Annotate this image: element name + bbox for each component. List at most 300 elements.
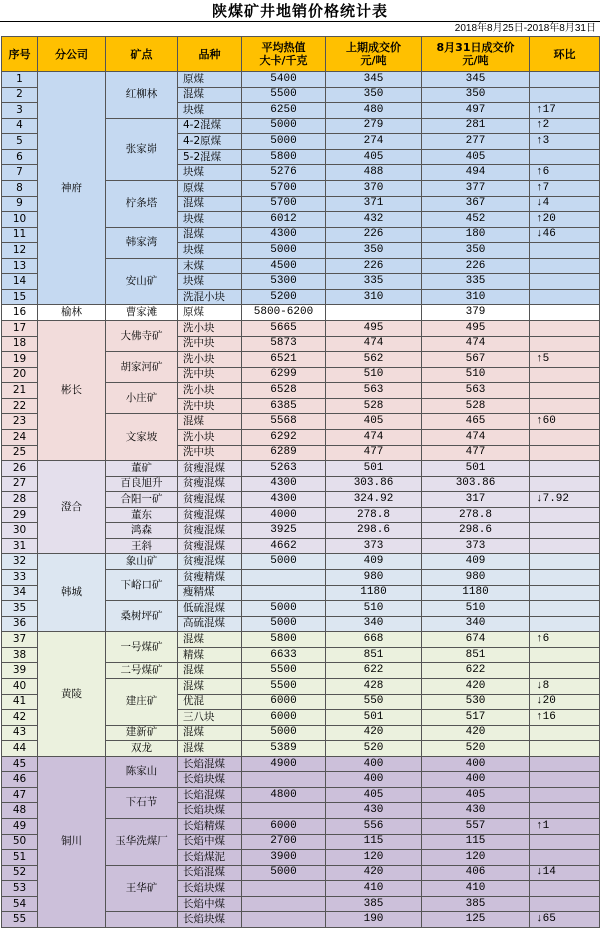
header-curr-price: 8月31日成交价 元/吨 bbox=[422, 37, 530, 72]
mine-cell: 鸿森 bbox=[106, 523, 178, 539]
row-seq: 16 bbox=[2, 305, 38, 321]
curr-price-cell: 405 bbox=[422, 787, 530, 803]
heat-value-cell: 5500 bbox=[242, 678, 326, 694]
row-seq: 5 bbox=[2, 134, 38, 150]
prev-price-cell: 345 bbox=[326, 72, 422, 88]
change-cell bbox=[530, 834, 600, 850]
change-cell: ↑17 bbox=[530, 103, 600, 119]
change-cell bbox=[530, 274, 600, 290]
mine-cell: 胡家河矿 bbox=[106, 352, 178, 383]
curr-price-cell: 281 bbox=[422, 118, 530, 134]
product-cell: 混煤 bbox=[178, 741, 242, 757]
prev-price-cell: 501 bbox=[326, 710, 422, 726]
heat-value-cell: 6250 bbox=[242, 103, 326, 119]
prev-price-cell: 226 bbox=[326, 258, 422, 274]
mine-cell: 下峪口矿 bbox=[106, 570, 178, 601]
curr-price-cell: 465 bbox=[422, 414, 530, 430]
product-cell: 长焰混煤 bbox=[178, 756, 242, 772]
curr-price-cell: 1180 bbox=[422, 585, 530, 601]
change-cell: ↑16 bbox=[530, 710, 600, 726]
row-seq: 37 bbox=[2, 632, 38, 648]
change-cell: ↑6 bbox=[530, 632, 600, 648]
mine-cell: 韩家湾 bbox=[106, 227, 178, 258]
heat-value-cell: 6292 bbox=[242, 429, 326, 445]
product-cell: 三八块 bbox=[178, 710, 242, 726]
curr-price-cell: 851 bbox=[422, 647, 530, 663]
row-seq: 28 bbox=[2, 492, 38, 508]
row-seq: 11 bbox=[2, 227, 38, 243]
table-row bbox=[2, 321, 600, 337]
prev-price-cell: 556 bbox=[326, 819, 422, 835]
curr-price-cell: 400 bbox=[422, 756, 530, 772]
row-seq: 26 bbox=[2, 461, 38, 477]
prev-price-cell bbox=[326, 305, 422, 321]
product-cell: 优混 bbox=[178, 694, 242, 710]
change-cell bbox=[530, 850, 600, 866]
curr-price-cell: 367 bbox=[422, 196, 530, 212]
row-seq: 41 bbox=[2, 694, 38, 710]
company-cell: 彬长 bbox=[38, 321, 106, 461]
change-cell bbox=[530, 647, 600, 663]
row-seq: 14 bbox=[2, 274, 38, 290]
mine-cell: 张家峁 bbox=[106, 118, 178, 180]
prev-price-cell: 120 bbox=[326, 850, 422, 866]
heat-value-cell bbox=[242, 570, 326, 586]
product-cell: 4-2混煤 bbox=[178, 118, 242, 134]
prev-price-cell: 298.6 bbox=[326, 523, 422, 539]
curr-price-cell: 278.8 bbox=[422, 507, 530, 523]
product-cell: 原煤 bbox=[178, 305, 242, 321]
product-cell: 洗小块 bbox=[178, 383, 242, 399]
heat-value-cell: 4300 bbox=[242, 227, 326, 243]
change-cell: ↑7 bbox=[530, 180, 600, 196]
prev-price-cell: 474 bbox=[326, 429, 422, 445]
heat-value-cell: 5200 bbox=[242, 289, 326, 305]
product-cell: 混煤 bbox=[178, 227, 242, 243]
curr-price-cell: 474 bbox=[422, 429, 530, 445]
row-seq: 2 bbox=[2, 87, 38, 103]
prev-price-cell: 477 bbox=[326, 445, 422, 461]
curr-price-cell: 557 bbox=[422, 819, 530, 835]
heat-value-cell: 4000 bbox=[242, 507, 326, 523]
heat-value-cell: 5300 bbox=[242, 274, 326, 290]
heat-value-cell: 5568 bbox=[242, 414, 326, 430]
product-cell: 块煤 bbox=[178, 274, 242, 290]
prev-price-cell: 420 bbox=[326, 725, 422, 741]
heat-value-cell bbox=[242, 772, 326, 788]
mine-cell: 二号煤矿 bbox=[106, 663, 178, 679]
heat-value-cell: 4800 bbox=[242, 787, 326, 803]
heat-value-cell: 5000 bbox=[242, 243, 326, 259]
heat-value-cell: 6299 bbox=[242, 367, 326, 383]
row-seq: 48 bbox=[2, 803, 38, 819]
product-cell: 混煤 bbox=[178, 87, 242, 103]
prev-price-cell: 562 bbox=[326, 352, 422, 368]
row-seq: 21 bbox=[2, 383, 38, 399]
prev-price-cell: 563 bbox=[326, 383, 422, 399]
change-cell bbox=[530, 305, 600, 321]
product-cell: 贫瘦混煤 bbox=[178, 461, 242, 477]
heat-value-cell: 5665 bbox=[242, 321, 326, 337]
product-cell: 洗中块 bbox=[178, 398, 242, 414]
heat-value-cell: 5800-6200 bbox=[242, 305, 326, 321]
row-seq: 54 bbox=[2, 896, 38, 912]
change-cell bbox=[530, 398, 600, 414]
product-cell: 混煤 bbox=[178, 663, 242, 679]
change-cell bbox=[530, 538, 600, 554]
prev-price-cell: 340 bbox=[326, 616, 422, 632]
prev-price-cell: 420 bbox=[326, 865, 422, 881]
curr-price-cell: 530 bbox=[422, 694, 530, 710]
change-cell: ↓65 bbox=[530, 912, 600, 928]
product-cell: 块煤 bbox=[178, 165, 242, 181]
mine-cell: 王斜 bbox=[106, 538, 178, 554]
prev-price-cell: 501 bbox=[326, 461, 422, 477]
curr-price-cell: 115 bbox=[422, 834, 530, 850]
table-row bbox=[2, 632, 600, 648]
prev-price-cell: 528 bbox=[326, 398, 422, 414]
prev-price-cell: 550 bbox=[326, 694, 422, 710]
curr-price-cell: 350 bbox=[422, 243, 530, 259]
table-row bbox=[2, 554, 600, 570]
row-seq: 8 bbox=[2, 180, 38, 196]
curr-price-cell: 406 bbox=[422, 865, 530, 881]
prev-price-cell: 410 bbox=[326, 881, 422, 897]
mine-cell: 柠条塔 bbox=[106, 180, 178, 227]
curr-price-cell: 120 bbox=[422, 850, 530, 866]
mine-cell: 曹家滩 bbox=[106, 305, 178, 321]
change-cell bbox=[530, 149, 600, 165]
prev-price-cell: 350 bbox=[326, 243, 422, 259]
heat-value-cell: 5873 bbox=[242, 336, 326, 352]
curr-price-cell: 400 bbox=[422, 772, 530, 788]
product-cell: 洗中块 bbox=[178, 336, 242, 352]
header-change: 环比 bbox=[530, 37, 600, 72]
curr-price-cell: 563 bbox=[422, 383, 530, 399]
curr-price-cell: 385 bbox=[422, 896, 530, 912]
header-mine: 矿点 bbox=[106, 37, 178, 72]
change-cell bbox=[530, 429, 600, 445]
curr-price-cell: 980 bbox=[422, 570, 530, 586]
heat-value-cell: 5800 bbox=[242, 632, 326, 648]
change-cell: ↓14 bbox=[530, 865, 600, 881]
curr-price-cell: 340 bbox=[422, 616, 530, 632]
prev-price-cell: 480 bbox=[326, 103, 422, 119]
product-cell: 精煤 bbox=[178, 647, 242, 663]
mine-cell: 象山矿 bbox=[106, 554, 178, 570]
header-prev-price: 上期成交价 元/吨 bbox=[326, 37, 422, 72]
heat-value-cell: 5263 bbox=[242, 461, 326, 477]
curr-price-cell: 495 bbox=[422, 321, 530, 337]
row-seq: 49 bbox=[2, 819, 38, 835]
prev-price-cell: 303.86 bbox=[326, 476, 422, 492]
curr-price-cell: 528 bbox=[422, 398, 530, 414]
prev-price-cell: 622 bbox=[326, 663, 422, 679]
mine-cell bbox=[106, 912, 178, 928]
heat-value-cell: 5400 bbox=[242, 72, 326, 88]
curr-price-cell: 674 bbox=[422, 632, 530, 648]
table-row bbox=[2, 305, 600, 321]
heat-value-cell bbox=[242, 881, 326, 897]
prev-price-cell: 279 bbox=[326, 118, 422, 134]
change-cell bbox=[530, 554, 600, 570]
curr-price-cell: 310 bbox=[422, 289, 530, 305]
change-cell: ↓20 bbox=[530, 694, 600, 710]
product-cell: 洗小块 bbox=[178, 321, 242, 337]
heat-value-cell: 5000 bbox=[242, 118, 326, 134]
curr-price-cell: 379 bbox=[422, 305, 530, 321]
row-seq: 22 bbox=[2, 398, 38, 414]
curr-price-cell: 350 bbox=[422, 87, 530, 103]
curr-price-cell: 317 bbox=[422, 492, 530, 508]
change-cell bbox=[530, 461, 600, 477]
company-cell: 黄陵 bbox=[38, 632, 106, 757]
heat-value-cell: 4900 bbox=[242, 756, 326, 772]
curr-price-cell: 373 bbox=[422, 538, 530, 554]
product-cell: 低硫混煤 bbox=[178, 601, 242, 617]
prev-price-cell: 405 bbox=[326, 414, 422, 430]
prev-price-cell: 474 bbox=[326, 336, 422, 352]
product-cell: 贫瘦混煤 bbox=[178, 538, 242, 554]
product-cell: 贫瘦混煤 bbox=[178, 507, 242, 523]
row-seq: 1 bbox=[2, 72, 38, 88]
product-cell: 原煤 bbox=[178, 180, 242, 196]
curr-price-cell: 298.6 bbox=[422, 523, 530, 539]
change-cell bbox=[530, 523, 600, 539]
change-cell bbox=[530, 336, 600, 352]
mine-cell: 双龙 bbox=[106, 741, 178, 757]
company-cell: 神府 bbox=[38, 72, 106, 305]
curr-price-cell: 277 bbox=[422, 134, 530, 150]
prev-price-cell: 226 bbox=[326, 227, 422, 243]
company-cell: 澄合 bbox=[38, 461, 106, 554]
heat-value-cell: 6521 bbox=[242, 352, 326, 368]
product-cell: 混煤 bbox=[178, 196, 242, 212]
row-seq: 47 bbox=[2, 787, 38, 803]
change-cell bbox=[530, 585, 600, 601]
row-seq: 13 bbox=[2, 258, 38, 274]
curr-price-cell: 409 bbox=[422, 554, 530, 570]
heat-value-cell: 5700 bbox=[242, 196, 326, 212]
row-seq: 3 bbox=[2, 103, 38, 119]
change-cell: ↑60 bbox=[530, 414, 600, 430]
curr-price-cell: 452 bbox=[422, 212, 530, 228]
row-seq: 53 bbox=[2, 881, 38, 897]
row-seq: 6 bbox=[2, 149, 38, 165]
prev-price-cell: 430 bbox=[326, 803, 422, 819]
prev-price-cell: 274 bbox=[326, 134, 422, 150]
change-cell bbox=[530, 72, 600, 88]
table-row bbox=[2, 756, 600, 772]
curr-price-cell: 405 bbox=[422, 149, 530, 165]
change-cell: ↓8 bbox=[530, 678, 600, 694]
mine-cell: 玉华洗煤厂 bbox=[106, 819, 178, 866]
change-cell bbox=[530, 507, 600, 523]
row-seq: 19 bbox=[2, 352, 38, 368]
prev-price-cell: 405 bbox=[326, 787, 422, 803]
table-row bbox=[2, 72, 600, 88]
product-cell: 洗小块 bbox=[178, 352, 242, 368]
date-range: 2018年8月25日-2018年8月31日 bbox=[454, 23, 596, 34]
mine-cell: 下石节 bbox=[106, 787, 178, 818]
curr-price-cell: 125 bbox=[422, 912, 530, 928]
change-cell bbox=[530, 367, 600, 383]
company-cell: 韩城 bbox=[38, 554, 106, 632]
prev-price-cell: 115 bbox=[326, 834, 422, 850]
header-row bbox=[2, 37, 600, 72]
product-cell: 贫瘦混煤 bbox=[178, 492, 242, 508]
product-cell: 混煤 bbox=[178, 414, 242, 430]
curr-price-cell: 477 bbox=[422, 445, 530, 461]
prev-price-cell: 190 bbox=[326, 912, 422, 928]
row-seq: 35 bbox=[2, 601, 38, 617]
change-cell bbox=[530, 725, 600, 741]
change-cell bbox=[530, 289, 600, 305]
curr-price-cell: 567 bbox=[422, 352, 530, 368]
change-cell bbox=[530, 772, 600, 788]
change-cell bbox=[530, 383, 600, 399]
product-cell: 长焰块煤 bbox=[178, 772, 242, 788]
curr-price-cell: 494 bbox=[422, 165, 530, 181]
row-seq: 42 bbox=[2, 710, 38, 726]
heat-value-cell: 6012 bbox=[242, 212, 326, 228]
company-cell: 榆林 bbox=[38, 305, 106, 321]
mine-cell: 安山矿 bbox=[106, 258, 178, 305]
heat-value-cell: 5000 bbox=[242, 134, 326, 150]
row-seq: 52 bbox=[2, 865, 38, 881]
row-seq: 55 bbox=[2, 912, 38, 928]
row-seq: 12 bbox=[2, 243, 38, 259]
product-cell: 洗中块 bbox=[178, 367, 242, 383]
product-cell: 5-2混煤 bbox=[178, 149, 242, 165]
heat-value-cell bbox=[242, 896, 326, 912]
prev-price-cell: 495 bbox=[326, 321, 422, 337]
row-seq: 50 bbox=[2, 834, 38, 850]
prev-price-cell: 428 bbox=[326, 678, 422, 694]
mine-cell: 红柳林 bbox=[106, 72, 178, 119]
prev-price-cell: 385 bbox=[326, 896, 422, 912]
row-seq: 10 bbox=[2, 212, 38, 228]
row-seq: 24 bbox=[2, 429, 38, 445]
change-cell bbox=[530, 663, 600, 679]
curr-price-cell: 520 bbox=[422, 741, 530, 757]
prev-price-cell: 405 bbox=[326, 149, 422, 165]
product-cell: 贫瘦精煤 bbox=[178, 570, 242, 586]
product-cell: 长焰中煤 bbox=[178, 896, 242, 912]
mine-cell: 大佛寺矿 bbox=[106, 321, 178, 352]
product-cell: 贫瘦混煤 bbox=[178, 554, 242, 570]
mine-cell: 王华矿 bbox=[106, 865, 178, 912]
change-cell: ↑2 bbox=[530, 118, 600, 134]
product-cell: 瘦精煤 bbox=[178, 585, 242, 601]
mine-cell: 陈家山 bbox=[106, 756, 178, 787]
product-cell: 长焰块煤 bbox=[178, 912, 242, 928]
heat-value-cell: 5000 bbox=[242, 616, 326, 632]
heat-value-cell: 6385 bbox=[242, 398, 326, 414]
change-cell: ↑3 bbox=[530, 134, 600, 150]
row-seq: 20 bbox=[2, 367, 38, 383]
header-heat: 平均热值 大卡/千克 bbox=[242, 37, 326, 72]
curr-price-cell: 622 bbox=[422, 663, 530, 679]
change-cell: ↑1 bbox=[530, 819, 600, 835]
change-cell bbox=[530, 258, 600, 274]
curr-price-cell: 335 bbox=[422, 274, 530, 290]
heat-value-cell: 5700 bbox=[242, 180, 326, 196]
product-cell: 块煤 bbox=[178, 103, 242, 119]
product-cell: 长焰混煤 bbox=[178, 865, 242, 881]
heat-value-cell: 5800 bbox=[242, 149, 326, 165]
row-seq: 25 bbox=[2, 445, 38, 461]
heat-value-cell bbox=[242, 585, 326, 601]
prev-price-cell: 324.92 bbox=[326, 492, 422, 508]
heat-value-cell: 4500 bbox=[242, 258, 326, 274]
mine-cell: 建新矿 bbox=[106, 725, 178, 741]
heat-value-cell bbox=[242, 803, 326, 819]
heat-value-cell: 5000 bbox=[242, 725, 326, 741]
prev-price-cell: 373 bbox=[326, 538, 422, 554]
row-seq: 4 bbox=[2, 118, 38, 134]
heat-value-cell: 5500 bbox=[242, 663, 326, 679]
heat-value-cell: 6289 bbox=[242, 445, 326, 461]
product-cell: 高硫混煤 bbox=[178, 616, 242, 632]
change-cell bbox=[530, 87, 600, 103]
prev-price-cell: 310 bbox=[326, 289, 422, 305]
change-cell bbox=[530, 321, 600, 337]
heat-value-cell: 3900 bbox=[242, 850, 326, 866]
mine-cell: 建庄矿 bbox=[106, 678, 178, 725]
curr-price-cell: 510 bbox=[422, 601, 530, 617]
change-cell: ↓46 bbox=[530, 227, 600, 243]
row-seq: 23 bbox=[2, 414, 38, 430]
header-company: 分公司 bbox=[38, 37, 106, 72]
change-cell: ↓7.92 bbox=[530, 492, 600, 508]
curr-price-cell: 303.86 bbox=[422, 476, 530, 492]
company-cell: 铜川 bbox=[38, 756, 106, 927]
mine-cell: 一号煤矿 bbox=[106, 632, 178, 663]
product-cell: 4-2原煤 bbox=[178, 134, 242, 150]
heat-value-cell: 5000 bbox=[242, 865, 326, 881]
prev-price-cell: 851 bbox=[326, 647, 422, 663]
curr-price-cell: 430 bbox=[422, 803, 530, 819]
prev-price-cell: 400 bbox=[326, 756, 422, 772]
mine-cell: 小庄矿 bbox=[106, 383, 178, 414]
curr-price-cell: 517 bbox=[422, 710, 530, 726]
table-body bbox=[2, 72, 600, 928]
change-cell bbox=[530, 896, 600, 912]
change-cell bbox=[530, 616, 600, 632]
mine-cell: 文家坡 bbox=[106, 414, 178, 461]
price-table bbox=[1, 36, 600, 928]
product-cell: 长焰精煤 bbox=[178, 819, 242, 835]
prev-price-cell: 1180 bbox=[326, 585, 422, 601]
heat-value-cell: 4300 bbox=[242, 492, 326, 508]
page-title: 陕煤矿井地销价格统计表 bbox=[0, 0, 600, 22]
curr-price-cell: 420 bbox=[422, 678, 530, 694]
mine-cell: 桑树坪矿 bbox=[106, 601, 178, 632]
product-cell: 混煤 bbox=[178, 632, 242, 648]
prev-price-cell: 488 bbox=[326, 165, 422, 181]
product-cell: 混煤 bbox=[178, 725, 242, 741]
curr-price-cell: 226 bbox=[422, 258, 530, 274]
product-cell: 混煤 bbox=[178, 678, 242, 694]
product-cell: 洗小块 bbox=[178, 429, 242, 445]
heat-value-cell: 5500 bbox=[242, 87, 326, 103]
product-cell: 末煤 bbox=[178, 258, 242, 274]
row-seq: 29 bbox=[2, 507, 38, 523]
mine-cell: 百良旭升 bbox=[106, 476, 178, 492]
heat-value-cell: 3925 bbox=[242, 523, 326, 539]
product-cell: 长焰混煤 bbox=[178, 787, 242, 803]
